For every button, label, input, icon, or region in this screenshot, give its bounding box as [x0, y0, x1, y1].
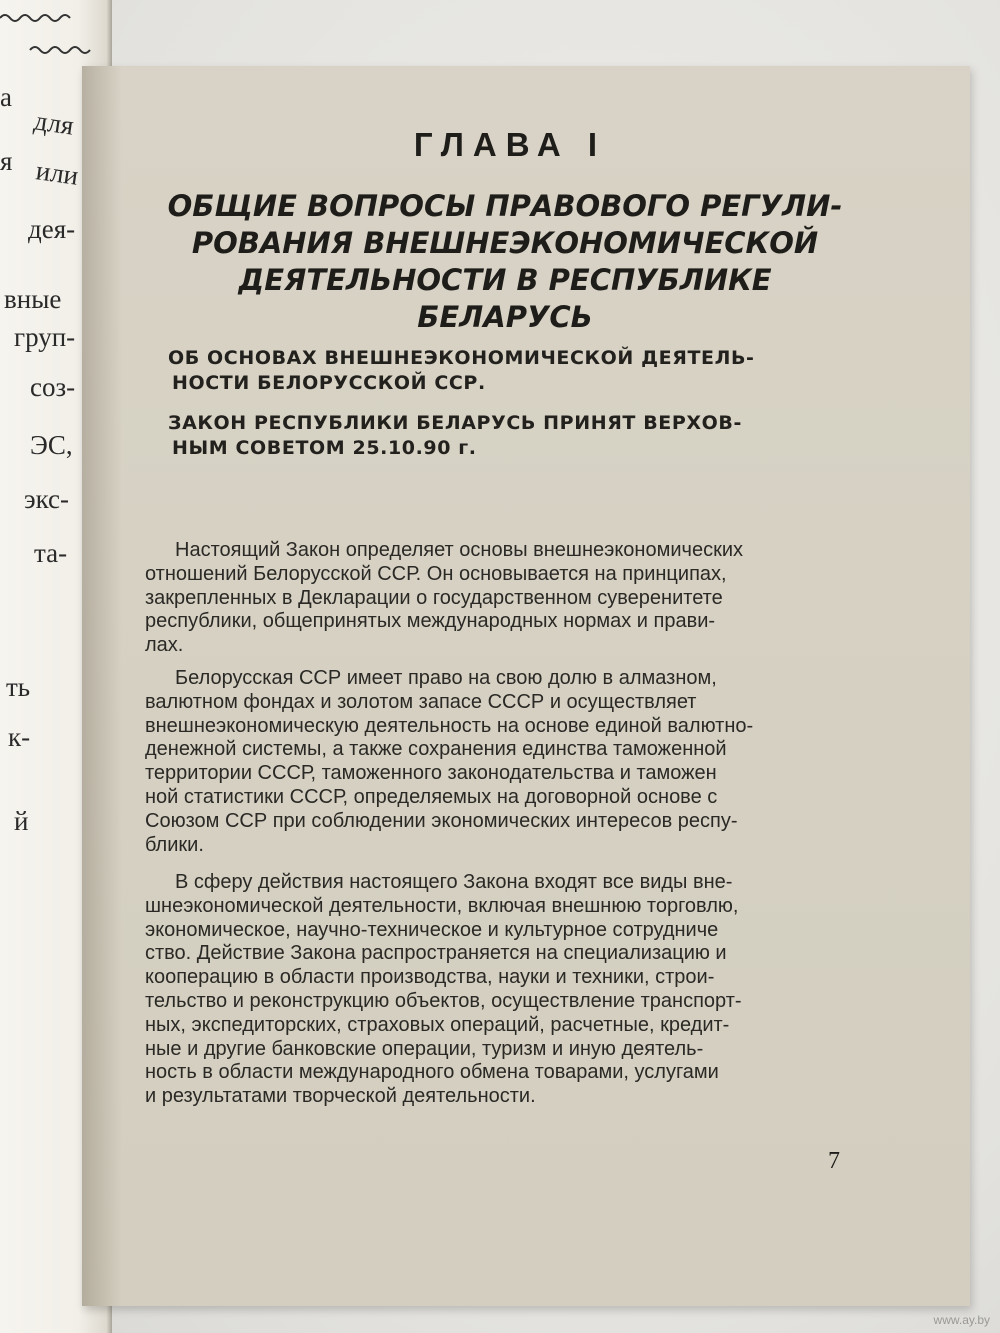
paragraph-3 [145, 871, 845, 1109]
left-fragment: я [0, 146, 13, 176]
paragraph-line: ство. Действие Закона распространяется на специализацию и [145, 942, 727, 965]
title-line: ОБЩИЕ ВОПРОСЫ ПРАВОВОГО РЕГУЛИ- [167, 189, 843, 223]
paragraph-line: В сферу действия настоящего Закона входят все виды вне- [175, 871, 733, 893]
paragraph-line: Белорусская ССР имеет право на свою долю в алмазном, [175, 667, 717, 689]
subheading-line: НОСТИ БЕЛОРУССКОЙ ССР. [172, 372, 486, 394]
paragraph-line: экономическое, научно-техническое и культурное сотрудниче [145, 918, 719, 941]
left-fragment: груп- [14, 322, 76, 352]
paragraph-line: ность в области международного обмена товарами, услугами [145, 1061, 719, 1084]
left-fragment: та- [34, 538, 68, 568]
chapter-heading: ГЛАВА I [413, 126, 607, 163]
subheading-line: ОБ ОСНОВАХ ВНЕШНЕЭКОНОМИЧЕСКОЙ ДЕЯТЕЛЬ- [168, 347, 755, 369]
paragraph-line: территории СССР, таможенного законодательства и таможен [145, 762, 717, 785]
subheading-line: ЗАКОН РЕСПУБЛИКИ БЕЛАРУСЬ ПРИНЯТ ВЕРХОВ- [168, 412, 742, 434]
chapter-title [160, 188, 850, 336]
title-line: БЕЛАРУСЬ [417, 300, 593, 334]
left-fragment: вные [4, 284, 62, 314]
paragraph-line: Настоящий Закон определяет основы внешнеэкономических [175, 539, 743, 561]
left-fragment: й [14, 806, 29, 836]
page-number: 7 [828, 1148, 840, 1174]
left-fragment: или [34, 155, 81, 191]
left-fragment: ть [6, 672, 31, 702]
paragraph-line: внешнеэкономическую деятельность на основе единой валютно- [145, 714, 754, 737]
left-fragment: а [0, 82, 12, 112]
paragraph-line: валютном фондах и золотом запасе СССР и осуществляет [145, 690, 697, 713]
subheading-line: НЫМ СОВЕТОМ 25.10.90 г. [172, 437, 477, 459]
paragraph-line: закрепленных в Декларации о государственном суверенитете [145, 586, 723, 609]
paragraph-line: шнеэкономической деятельности, включая внешнюю торговлю, [145, 894, 739, 917]
left-fragment: ЭС, [30, 430, 73, 460]
left-fragment: дея- [28, 214, 76, 244]
paragraph-line: тельство и реконструкцию объектов, осуществление транспорт- [145, 989, 742, 1012]
adoption-subheading [168, 411, 858, 461]
paragraph-line: отношений Белорусской ССР. Он основывается на принципах, [145, 562, 727, 585]
paragraph-line: и результатами творческой деятельности. [145, 1085, 536, 1108]
left-fragment: соз- [30, 372, 76, 402]
paragraph-line: кооперацию в области производства, науки и техники, строи- [145, 966, 715, 989]
paragraph-line: денежной системы, а также сохранения единства таможенной [145, 738, 727, 761]
title-line: ДЕЯТЕЛЬНОСТИ В РЕСПУБЛИКЕ [238, 263, 772, 297]
paragraph-line: блики. [145, 833, 204, 856]
left-fragment: экс- [24, 484, 70, 514]
left-fragment: к- [8, 722, 31, 752]
paragraph-line: ных, экспедиторских, страховых операций, расчетные, кредит- [145, 1013, 730, 1036]
watermark: www.ay.by [933, 1313, 990, 1327]
paragraph-line: лах. [145, 634, 184, 657]
paragraph-line: Союзом ССР при соблюдении экономических интересов респу- [145, 809, 738, 832]
paragraph-1 [145, 539, 845, 658]
paragraph-line: ные и другие банковские операции, туризм и иную деятель- [145, 1037, 704, 1060]
paragraph-line: ной статистики СССР, определяемых на договорной основе с [145, 785, 718, 808]
paragraph-line: республики, общепринятых международных нормах и прави- [145, 610, 716, 633]
law-subheading [168, 346, 858, 396]
title-line: РОВАНИЯ ВНЕШНЕЭКОНОМИЧЕСКОЙ [191, 226, 819, 260]
paragraph-2 [145, 667, 845, 857]
left-fragment: для [32, 105, 76, 141]
